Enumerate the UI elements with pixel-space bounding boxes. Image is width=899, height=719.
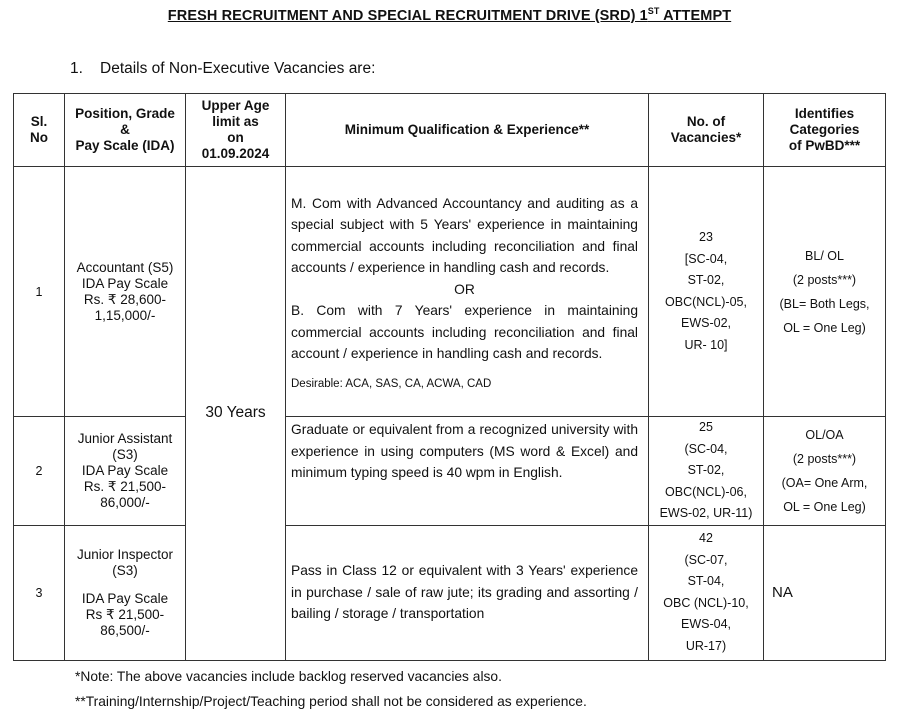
row-pwbd: OL/OA (2 posts***) (OA= One Arm, OL = One Leg) xyxy=(764,417,886,526)
table-row xyxy=(14,525,886,660)
row-vacancies: 25 (SC-04, ST-02, OBC(NCL)-06, EWS-02, UR-11) xyxy=(649,417,764,526)
header-position: Position, Grade & Pay Scale (IDA) xyxy=(65,94,186,167)
upper-age-cell: 30 Years xyxy=(186,167,286,661)
header-pwbd: Identifies Categories of PwBD*** xyxy=(764,94,886,167)
row-position: Accountant (S5) IDA Pay Scale Rs. ₹ 28,600- 1,15,000/- xyxy=(65,167,186,417)
header-age: Upper Age limit as on 01.09.2024 xyxy=(186,94,286,167)
header-qualification: Minimum Qualification & Experience** xyxy=(286,94,649,167)
row-qualification: Pass in Class 12 or equivalent with 3 Years' experience in purchase / sale of raw jute; its grading and assorting / bailing / storage / transportation xyxy=(286,525,649,660)
row-qualification: M. Com with Advanced Accountancy and auditing as a special subject with 5 Years' experience in maintaining commercial accounts including reconciliation and final accounts / experience in handling cash and records. OR B. Com with 7 Years' experience in maintaining commercial accounts including reconciliation and final account / experience in handling cash and records. Desirable: ACA, SAS, CA, ACWA, CAD xyxy=(286,167,649,417)
row-sl: 3 xyxy=(14,525,65,660)
header-vacancies: No. of Vacancies* xyxy=(649,94,764,167)
row-pwbd: BL/ OL (2 posts***) (BL= Both Legs, OL = One Leg) xyxy=(764,167,886,417)
intro-text: Details of Non-Executive Vacancies are: xyxy=(100,60,376,77)
row-qualification: Graduate or equivalent from a recognized university with experience in using computers (MS word & Excel) and minimum typing speed is 40 wpm in English. xyxy=(286,417,649,526)
row-position: Junior Assistant (S3) IDA Pay Scale Rs. ₹ 21,500- 86,000/- xyxy=(65,417,186,526)
footnotes xyxy=(75,664,587,714)
table-header-row xyxy=(14,94,886,167)
intro-number: 1. xyxy=(70,60,83,77)
row-pwbd: NA xyxy=(764,525,886,660)
header-sl: Sl. No xyxy=(14,94,65,167)
footnote: **Training/Internship/Project/Teaching period shall not be considered as experience. xyxy=(75,694,587,709)
table-row xyxy=(14,417,886,526)
row-vacancies: 23 [SC-04, ST-02, OBC(NCL)-05, EWS-02, UR- 10] xyxy=(649,167,764,417)
page-title: FRESH RECRUITMENT AND SPECIAL RECRUITMENT DRIVE (SRD) 1ST ATTEMPT xyxy=(167,6,732,24)
row-position: Junior Inspector (S3) IDA Pay Scale Rs ₹ 21,500- 86,500/- xyxy=(65,525,186,660)
row-sl: 1 xyxy=(14,167,65,417)
row-vacancies: 42 (SC-07, ST-04, OBC (NCL)-10, EWS-04, UR-17) xyxy=(649,525,764,660)
table-row xyxy=(14,167,886,417)
footnote: *Note: The above vacancies include backlog reserved vacancies also. xyxy=(75,669,502,684)
row-sl: 2 xyxy=(14,417,65,526)
section-intro xyxy=(70,60,375,78)
vacancy-table xyxy=(13,93,886,661)
